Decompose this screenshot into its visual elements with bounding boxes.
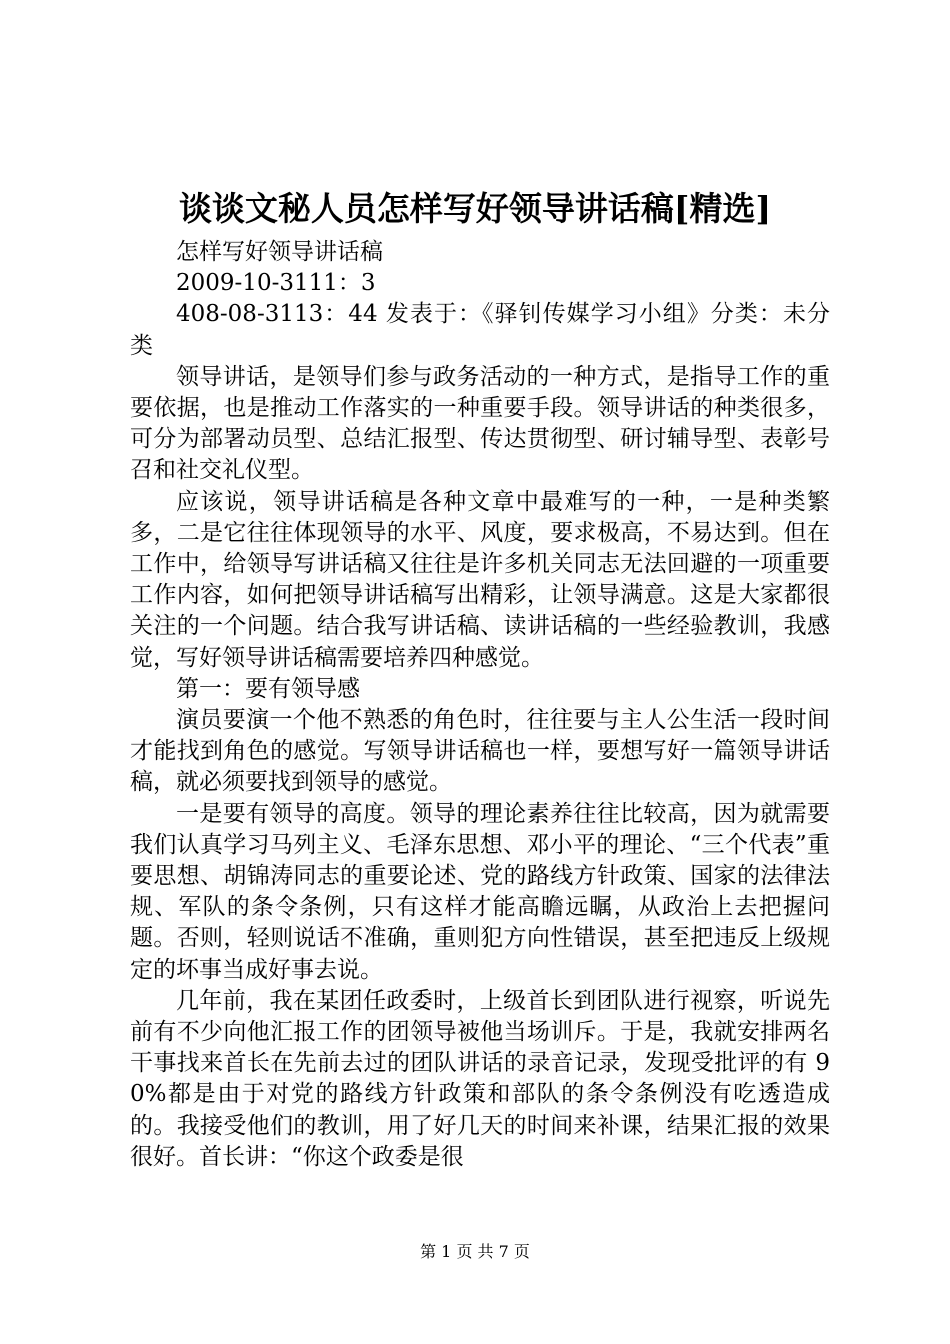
paragraph-body: 几年前，我在某团任政委时，上级首长到团队进行视察，听说先前有不少向他汇报工作的团领导被他当场训斥。于是，我就安排两名干事找来首长在先前去过的团队讲话的录音记录，发现受批评的有 90%都是由于对党的路线方针政策和部队的条令条例没有吃透造成的。我接受他们的教训，用了好几天的时间来补课，结果汇报的效果很好。首长讲：“你这个政委是很	[130, 987, 830, 1170]
document-title: 谈谈文秘人员怎样写好领导讲话稿[精选]	[178, 189, 772, 228]
paragraph-subtitle: 怎样写好领导讲话稿	[176, 239, 383, 265]
document-body	[130, 237, 830, 1173]
paragraph-date: 2009-10-3111：3	[176, 270, 376, 297]
section-heading: 第一：要有领导感	[176, 675, 360, 702]
paragraph-body: 领导讲话，是领导们参与政务活动的一种方式，是指导工作的重要依据，也是推动工作落实的一种重要手段。领导讲话的种类很多，可分为部署动员型、总结汇报型、传达贯彻型、研讨辅导型、表彰号召和社交礼仪型。	[130, 363, 830, 484]
paragraph-body: 应该说，领导讲话稿是各种文章中最难写的一种，一是种类繁多，二是它往往体现领导的水平、风度，要求极高，不易达到。但在工作中，给领导写讲话稿又往往是许多机关同志无法回避的一项重要工作内容，如何把领导讲话稿写出精彩，让领导满意。这是大家都很关注的一个问题。结合我写讲话稿、读讲话稿的一些经验教训，我感觉，写好领导讲话稿需要培养四种感觉。	[130, 488, 830, 671]
paragraph-body: 演员要演一个他不熟悉的角色时，往往要与主人公生活一段时间才能找到角色的感觉。写领导讲话稿也一样，要想写好一篇领导讲话稿，就必须要找到领导的感觉。	[130, 707, 830, 796]
paragraph-meta: 408-08-3113：44 发表于：《驿钊传媒学习小组》分类：未分类	[130, 301, 830, 359]
page-footer: 第 1 页 共 7 页	[420, 1242, 530, 1261]
paragraph-body: 一是要有领导的高度。领导的理论素养往往比较高，因为就需要我们认真学习马列主义、毛泽东思想、邓小平的理论、“三个代表”重要思想、胡锦涛同志的重要论述、党的路线方针政策、国家的法律法规、军队的条令条例，只有这样才能高瞻远瞩，从政治上去把握问题。否则，轻则说话不准确，重则犯方向性错误，甚至把违反上级规定的坏事当成好事去说。	[130, 800, 830, 983]
